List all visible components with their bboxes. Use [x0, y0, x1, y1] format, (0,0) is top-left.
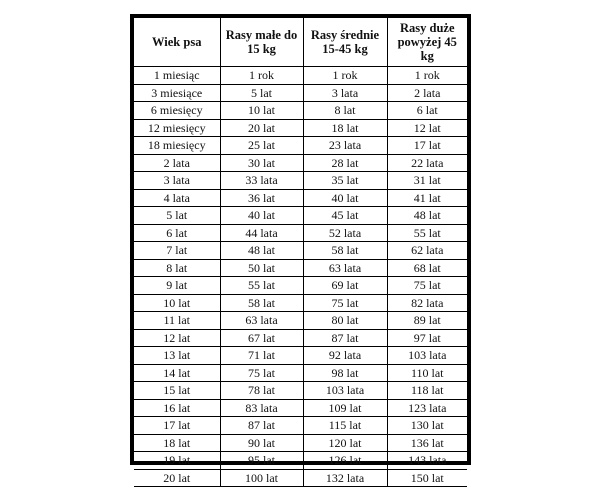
medium-breed-cell: 18 lat	[303, 119, 387, 137]
medium-breed-cell: 87 lat	[303, 329, 387, 347]
dog-age-cell: 1 miesiąc	[134, 67, 220, 85]
dog-age-cell: 6 miesięcy	[134, 102, 220, 120]
small-breed-cell: 50 lat	[220, 259, 303, 277]
small-breed-cell: 67 lat	[220, 329, 303, 347]
dog-age-cell: 9 lat	[134, 277, 220, 295]
large-breed-cell: 68 lat	[387, 259, 467, 277]
large-breed-cell: 55 lat	[387, 224, 467, 242]
dog-age-cell: 3 miesiące	[134, 84, 220, 102]
dog-age-cell: 8 lat	[134, 259, 220, 277]
table-row	[134, 399, 467, 417]
dog-age-cell: 11 lat	[134, 312, 220, 330]
medium-breed-cell: 103 lata	[303, 382, 387, 400]
dog-age-cell: 18 lat	[134, 434, 220, 452]
large-breed-cell: 22 lata	[387, 154, 467, 172]
small-breed-cell: 48 lat	[220, 242, 303, 260]
dog-age-cell: 19 lat	[134, 452, 220, 470]
small-breed-cell: 10 lat	[220, 102, 303, 120]
dog-age-cell: 17 lat	[134, 417, 220, 435]
dog-age-cell: 12 lat	[134, 329, 220, 347]
small-breed-cell: 95 lat	[220, 452, 303, 470]
medium-breed-cell: 120 lat	[303, 434, 387, 452]
table-row	[134, 242, 467, 260]
medium-breed-cell: 80 lat	[303, 312, 387, 330]
small-breed-cell: 78 lat	[220, 382, 303, 400]
table-row	[134, 277, 467, 295]
medium-breed-cell: 52 lata	[303, 224, 387, 242]
dog-age-cell: 5 lat	[134, 207, 220, 225]
medium-breed-cell: 35 lat	[303, 172, 387, 190]
table-row	[134, 294, 467, 312]
medium-breed-cell: 132 lata	[303, 469, 387, 487]
header-small-breeds: Rasy małe do 15 kg	[220, 18, 303, 67]
small-breed-cell: 33 lata	[220, 172, 303, 190]
medium-breed-cell: 58 lat	[303, 242, 387, 260]
medium-breed-cell: 3 lata	[303, 84, 387, 102]
small-breed-cell: 87 lat	[220, 417, 303, 435]
medium-breed-cell: 69 lat	[303, 277, 387, 295]
table-row	[134, 84, 467, 102]
dog-age-cell: 12 miesięcy	[134, 119, 220, 137]
small-breed-cell: 90 lat	[220, 434, 303, 452]
table-row	[134, 119, 467, 137]
large-breed-cell: 31 lat	[387, 172, 467, 190]
medium-breed-cell: 63 lata	[303, 259, 387, 277]
dog-age-cell: 20 lat	[134, 469, 220, 487]
header-dog-age: Wiek psa	[134, 18, 220, 67]
medium-breed-cell: 23 lata	[303, 137, 387, 155]
table-frame	[130, 14, 471, 485]
large-breed-cell: 2 lata	[387, 84, 467, 102]
small-breed-cell: 1 rok	[220, 67, 303, 85]
large-breed-cell: 143 lata	[387, 452, 467, 470]
header-medium-breeds: Rasy średnie 15-45 kg	[303, 18, 387, 67]
large-breed-cell: 48 lat	[387, 207, 467, 225]
small-breed-cell: 100 lat	[220, 469, 303, 487]
medium-breed-cell: 28 lat	[303, 154, 387, 172]
large-breed-cell: 118 lat	[387, 382, 467, 400]
large-breed-cell: 110 lat	[387, 364, 467, 382]
table-row	[134, 382, 467, 400]
large-breed-cell: 62 lata	[387, 242, 467, 260]
table-row	[134, 417, 467, 435]
table-body	[134, 67, 467, 487]
small-breed-cell: 71 lat	[220, 347, 303, 365]
large-breed-cell: 97 lat	[387, 329, 467, 347]
table-row	[134, 347, 467, 365]
table-row	[134, 189, 467, 207]
table-row	[134, 312, 467, 330]
small-breed-cell: 44 lata	[220, 224, 303, 242]
large-breed-cell: 75 lat	[387, 277, 467, 295]
small-breed-cell: 5 lat	[220, 84, 303, 102]
medium-breed-cell: 109 lat	[303, 399, 387, 417]
table-row	[134, 224, 467, 242]
large-breed-cell: 136 lat	[387, 434, 467, 452]
dog-age-cell: 13 lat	[134, 347, 220, 365]
medium-breed-cell: 115 lat	[303, 417, 387, 435]
dog-age-cell: 16 lat	[134, 399, 220, 417]
large-breed-cell: 6 lat	[387, 102, 467, 120]
small-breed-cell: 75 lat	[220, 364, 303, 382]
table-row	[134, 259, 467, 277]
medium-breed-cell: 92 lata	[303, 347, 387, 365]
large-breed-cell: 1 rok	[387, 67, 467, 85]
medium-breed-cell: 75 lat	[303, 294, 387, 312]
small-breed-cell: 25 lat	[220, 137, 303, 155]
table-row	[134, 172, 467, 190]
small-breed-cell: 83 lata	[220, 399, 303, 417]
small-breed-cell: 55 lat	[220, 277, 303, 295]
dog-age-cell: 6 lat	[134, 224, 220, 242]
header-large-breeds: Rasy duże powyżej 45 kg	[387, 18, 467, 67]
small-breed-cell: 63 lata	[220, 312, 303, 330]
small-breed-cell: 30 lat	[220, 154, 303, 172]
table-row	[134, 207, 467, 225]
medium-breed-cell: 8 lat	[303, 102, 387, 120]
small-breed-cell: 58 lat	[220, 294, 303, 312]
medium-breed-cell: 126 lat	[303, 452, 387, 470]
small-breed-cell: 40 lat	[220, 207, 303, 225]
large-breed-cell: 150 lat	[387, 469, 467, 487]
dog-age-cell: 18 miesięcy	[134, 137, 220, 155]
medium-breed-cell: 45 lat	[303, 207, 387, 225]
small-breed-cell: 20 lat	[220, 119, 303, 137]
small-breed-cell: 36 lat	[220, 189, 303, 207]
table-row	[134, 137, 467, 155]
large-breed-cell: 41 lat	[387, 189, 467, 207]
header-row	[134, 18, 467, 67]
large-breed-cell: 12 lat	[387, 119, 467, 137]
medium-breed-cell: 40 lat	[303, 189, 387, 207]
large-breed-cell: 103 lata	[387, 347, 467, 365]
large-breed-cell: 17 lat	[387, 137, 467, 155]
table-header	[134, 18, 467, 67]
table-row	[134, 364, 467, 382]
dog-age-cell: 3 lata	[134, 172, 220, 190]
table-row	[134, 469, 467, 487]
large-breed-cell: 130 lat	[387, 417, 467, 435]
medium-breed-cell: 1 rok	[303, 67, 387, 85]
dog-age-cell: 10 lat	[134, 294, 220, 312]
dog-age-cell: 15 lat	[134, 382, 220, 400]
dog-age-cell: 4 lata	[134, 189, 220, 207]
table-row	[134, 154, 467, 172]
table-row	[134, 102, 467, 120]
large-breed-cell: 123 lata	[387, 399, 467, 417]
table-row	[134, 67, 467, 85]
table-row	[134, 452, 467, 470]
dog-age-cell: 2 lata	[134, 154, 220, 172]
dog-age-cell: 7 lat	[134, 242, 220, 260]
table-row	[134, 329, 467, 347]
table-row	[134, 434, 467, 452]
large-breed-cell: 89 lat	[387, 312, 467, 330]
medium-breed-cell: 98 lat	[303, 364, 387, 382]
dog-age-table	[134, 18, 467, 487]
large-breed-cell: 82 lata	[387, 294, 467, 312]
dog-age-cell: 14 lat	[134, 364, 220, 382]
